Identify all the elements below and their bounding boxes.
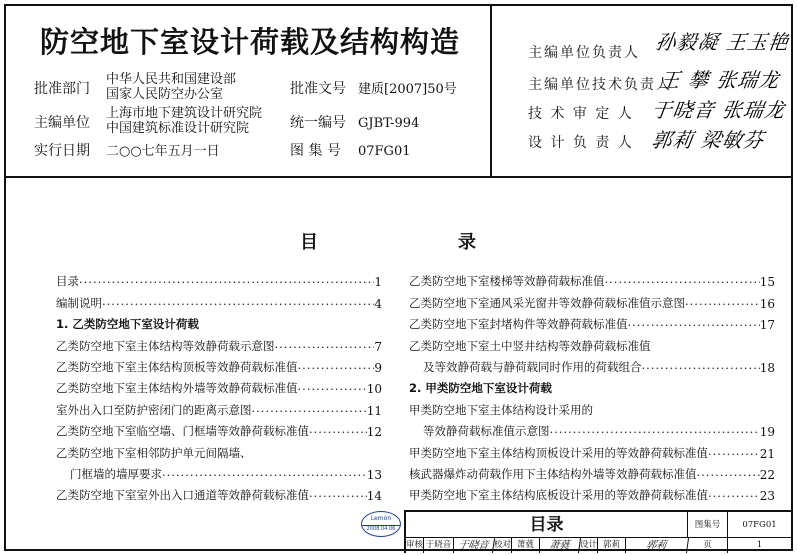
toc-entry-title: 乙类防空地下室主体结构等效静荷载示意图 bbox=[56, 338, 275, 353]
toc-entry-page: 4 bbox=[374, 296, 382, 311]
page-number: 1 bbox=[756, 540, 763, 550]
design-name: 郭莉 bbox=[598, 538, 626, 553]
atlas-no-label-cell: 图集号 bbox=[688, 512, 728, 538]
toc-entry-page: 12 bbox=[366, 425, 382, 440]
check-label: 校对 bbox=[494, 538, 512, 553]
toc-entry-page: 18 bbox=[759, 360, 775, 375]
toc-leader-dots bbox=[298, 361, 375, 375]
stamp-date: 2008.04.06 bbox=[362, 525, 400, 532]
toc-entry bbox=[56, 332, 382, 353]
approval-dept-line-1: 中华人民共和国建设部 bbox=[106, 72, 237, 87]
toc-entry-title: 乙类防空地下室室外出入口通道等效静荷载标准值 bbox=[56, 488, 309, 503]
drawing-name: 目录 bbox=[406, 512, 688, 538]
responsible-signature-3: 于晓音 张瑞龙 bbox=[650, 98, 787, 122]
approval-dept-value bbox=[106, 72, 236, 102]
review-name: 于晓音 bbox=[424, 538, 454, 553]
toc-entry-title: 核武器爆炸动荷载作用下主体结构外墙等效静荷载标准值 bbox=[409, 466, 697, 481]
toc-entry-title: 甲类防空地下室主体结构设计采用的 bbox=[409, 402, 593, 417]
toc-leader-dots bbox=[309, 489, 367, 503]
toc-entry-page: 17 bbox=[759, 318, 775, 333]
toc-entry-page: 21 bbox=[759, 446, 775, 461]
toc-entry bbox=[56, 418, 382, 439]
toc-entry bbox=[56, 482, 382, 503]
effective-date-label: 实行日期 bbox=[34, 143, 90, 159]
toc-entry-title: 乙类防空地下室土中竖井结构等效静荷载标准值 bbox=[409, 338, 651, 353]
toc-leader-dots bbox=[275, 340, 375, 354]
editor-unit-label: 主编单位 bbox=[34, 115, 90, 131]
check-signature: 萧蕤 bbox=[539, 538, 581, 553]
atlas-no-label: 图 集 号 bbox=[290, 143, 341, 159]
toc-entry bbox=[56, 396, 382, 417]
responsible-role-2: 主编单位技术负责人 bbox=[528, 77, 672, 93]
toc-entry-title: 乙类防空地下室临空墙、门框墙等效静荷载标准值 bbox=[56, 424, 309, 439]
toc-leader-dots bbox=[708, 489, 760, 503]
toc-entry-page: 14 bbox=[366, 489, 382, 504]
atlas-no-value: 07FG01 bbox=[358, 144, 411, 159]
design-label: 设计 bbox=[580, 538, 598, 553]
toc-leader-dots bbox=[708, 447, 760, 461]
toc-entry-page: 22 bbox=[759, 467, 775, 482]
toc-entry-title: 及等效静荷载与静荷载同时作用的荷载组合 bbox=[423, 359, 642, 374]
toc-entry bbox=[56, 375, 382, 396]
toc-entry-title: 乙类防空地下室主体结构顶板等效静荷载标准值 bbox=[56, 359, 298, 374]
toc-entry bbox=[409, 332, 775, 353]
toc-entry-title: 甲类防空地下室主体结构顶板设计采用的等效静荷载标准值 bbox=[409, 445, 708, 460]
toc-entry bbox=[56, 354, 382, 375]
toc-entry-title: 门框墙的墙厚要求 bbox=[70, 466, 162, 481]
approval-dept-line-2: 国家人民防空办公室 bbox=[106, 87, 224, 102]
responsible-role-4: 设 计 负 责 人 bbox=[528, 135, 634, 151]
toc-entry bbox=[56, 439, 382, 460]
editor-unit-value bbox=[106, 106, 262, 136]
toc-leader-dots bbox=[309, 425, 367, 439]
responsible-role-1: 主编单位负责人 bbox=[528, 45, 640, 61]
editor-unit-line-1: 上海市地下建筑设计研究院 bbox=[106, 106, 263, 121]
toc-entry-title: 乙类防空地下室通风采光窗井等效静荷载标准值示意图 bbox=[409, 295, 685, 310]
toc-entry bbox=[409, 418, 775, 439]
responsibles-panel bbox=[492, 6, 791, 176]
approval-no-label: 批准文号 bbox=[290, 81, 346, 97]
toc-leader-dots bbox=[102, 297, 374, 311]
toc-entry-title: 乙类防空地下室封堵构件等效静荷载标准值 bbox=[409, 317, 628, 332]
toc-entry-title: 乙类防空地下室相邻防护单元间隔墙、 bbox=[56, 445, 252, 460]
toc-title-left: 目 bbox=[300, 232, 318, 253]
toc-entry-title: 编制说明 bbox=[56, 295, 102, 310]
toc-entry-title: 1. 乙类防空地下室设计荷载 bbox=[56, 317, 199, 332]
toc-entry bbox=[409, 375, 775, 396]
check-name: 萧蕤 bbox=[512, 538, 540, 553]
editor-unit-line-2: 中国建筑标准设计研究院 bbox=[106, 121, 250, 136]
toc-entry bbox=[409, 268, 775, 289]
toc-leader-dots bbox=[162, 468, 367, 482]
toc-entry-title: 2. 甲类防空地下室设计荷载 bbox=[409, 381, 552, 396]
header-info-panel bbox=[6, 6, 492, 176]
toc-entry-page: 7 bbox=[374, 339, 382, 354]
toc-leader-dots bbox=[79, 275, 374, 289]
toc-entry bbox=[56, 268, 382, 289]
atlas-no-cell: 07FG01 bbox=[728, 512, 791, 538]
toc-entry-title: 目录 bbox=[56, 274, 79, 289]
stamp-text: Lemon bbox=[370, 515, 392, 522]
toc-entry-title: 等效静荷载标准值示意图 bbox=[423, 424, 550, 439]
effective-date-value: 二○○七年五月一日 bbox=[106, 144, 220, 159]
toc-entry-title: 乙类防空地下室主体结构外墙等效静荷载标准值 bbox=[56, 381, 298, 396]
toc-entry bbox=[409, 311, 775, 332]
toc-entry bbox=[409, 396, 775, 417]
design-signature: 郭莉 bbox=[625, 538, 689, 553]
toc-leader-dots bbox=[605, 275, 760, 289]
toc-leader-dots bbox=[697, 468, 760, 482]
toc-entry-page: 23 bbox=[759, 489, 775, 504]
unified-no-label: 统一编号 bbox=[290, 115, 346, 131]
toc-entry-page: 9 bbox=[374, 360, 382, 375]
toc-entry bbox=[56, 289, 382, 310]
toc-right-column bbox=[409, 268, 775, 503]
toc-entry-page: 10 bbox=[366, 382, 382, 397]
toc-entry bbox=[56, 461, 382, 482]
toc-entry-title: 室外出入口至防护密闭门的距离示意图 bbox=[56, 402, 252, 417]
toc-leader-dots bbox=[628, 318, 760, 332]
toc-entry-title: 甲类防空地下室主体结构底板设计采用的等效静荷载标准值 bbox=[409, 488, 708, 503]
stamp bbox=[361, 511, 401, 537]
toc-entry-page: 15 bbox=[759, 275, 775, 290]
unified-no-value: GJBT-994 bbox=[358, 116, 420, 131]
page-label: 页 bbox=[688, 538, 728, 553]
title-block bbox=[404, 510, 791, 553]
approval-no-value: 建质[2007]50号 bbox=[358, 82, 457, 97]
toc-leader-dots bbox=[642, 361, 760, 375]
toc-leader-dots bbox=[685, 297, 760, 311]
responsible-signature-2: 王 攀 张瑞龙 bbox=[658, 68, 782, 92]
responsible-signature-1: 孙毅凝 王玉艳 bbox=[654, 30, 791, 54]
approval-dept-label: 批准部门 bbox=[34, 81, 90, 97]
toc-entry bbox=[409, 461, 775, 482]
toc-title-right: 录 bbox=[458, 232, 476, 253]
responsible-signature-4: 郭莉 梁敏芬 bbox=[650, 128, 766, 152]
review-label: 审核 bbox=[406, 538, 424, 553]
toc-entry bbox=[409, 439, 775, 460]
atlas-title: 防空地下室设计荷载及结构构造 bbox=[40, 25, 461, 59]
toc-entry-page: 1 bbox=[374, 275, 382, 290]
toc-entry-page: 11 bbox=[366, 403, 382, 418]
review-signature: 于晓音 bbox=[453, 538, 495, 553]
toc-entry-title: 乙类防空地下室楼梯等效静荷载标准值 bbox=[409, 274, 605, 289]
toc-entry-page: 19 bbox=[759, 425, 775, 440]
sheet-header bbox=[6, 6, 791, 178]
responsible-role-3: 技 术 审 定 人 bbox=[528, 106, 634, 122]
toc-entry bbox=[56, 311, 382, 332]
toc-entry bbox=[409, 354, 775, 375]
toc-leader-dots bbox=[298, 382, 367, 396]
toc-leader-dots bbox=[550, 425, 760, 439]
toc-entry bbox=[409, 482, 775, 503]
toc-entry-page: 16 bbox=[759, 296, 775, 311]
toc-entry-page: 13 bbox=[366, 467, 382, 482]
toc-leader-dots bbox=[252, 404, 367, 418]
drawing-sheet bbox=[4, 4, 793, 551]
toc-entry bbox=[409, 289, 775, 310]
toc-left-column bbox=[56, 268, 382, 503]
